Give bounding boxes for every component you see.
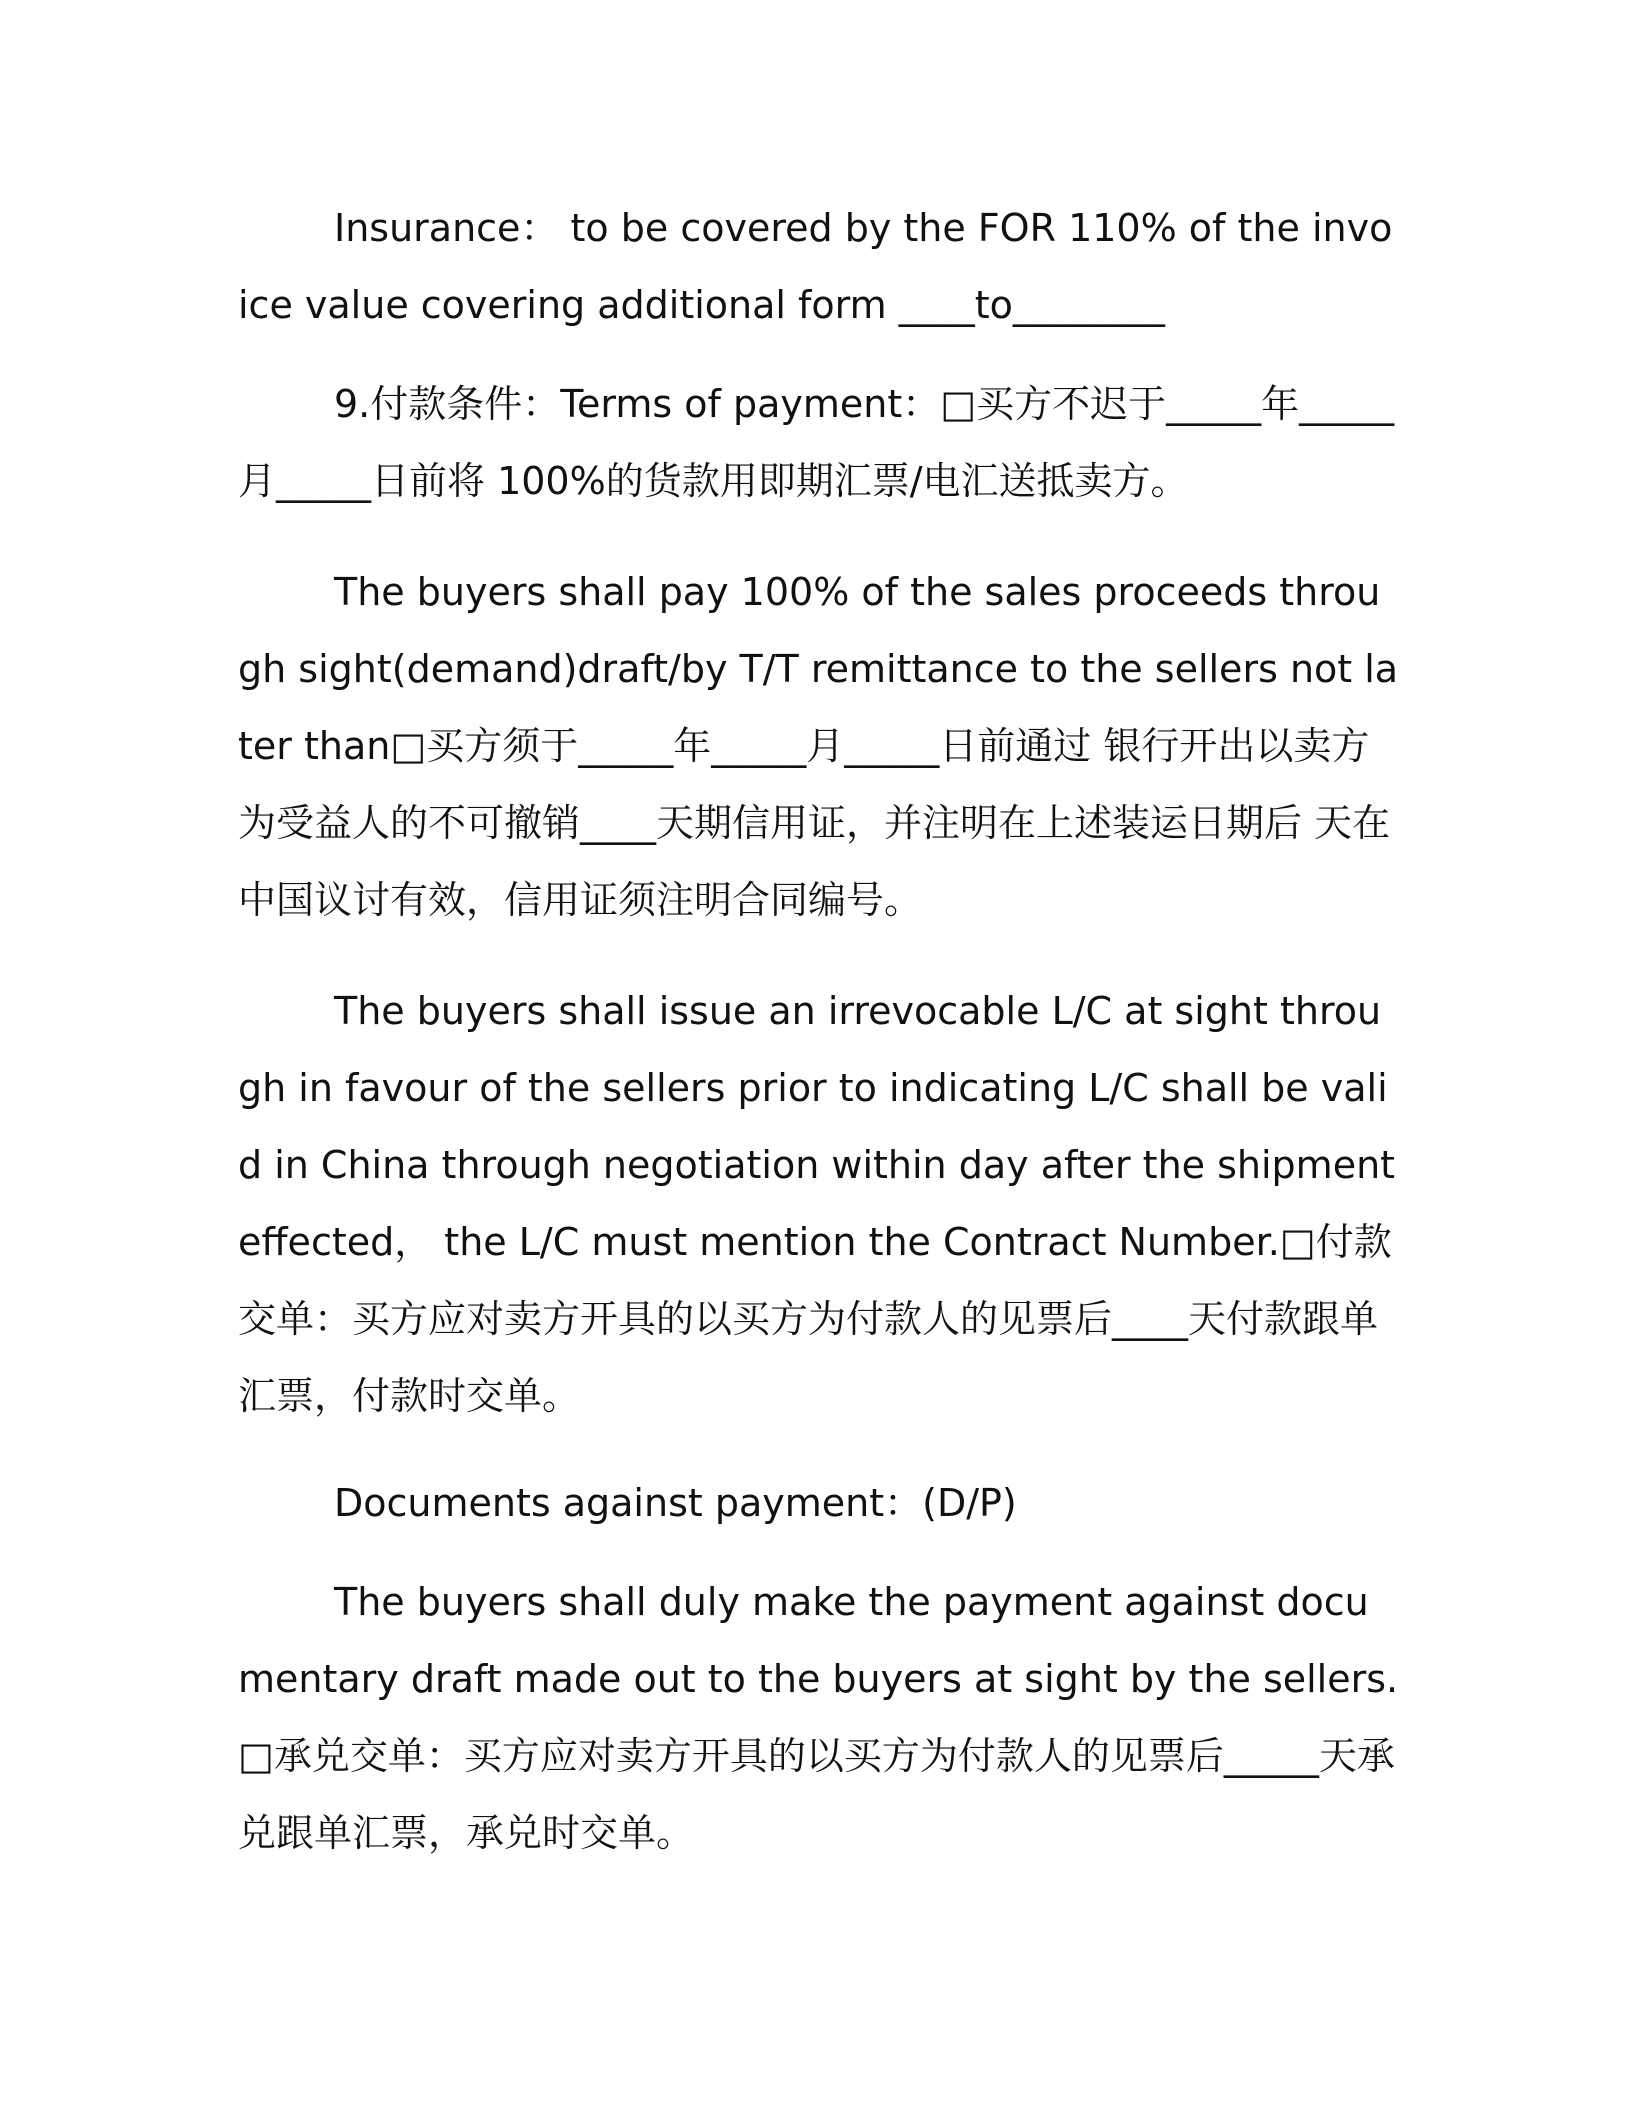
- paragraph-tt-remittance: The buyers shall pay 100% of the sales proceeds through sight(demand)draft/by T/T remittance to the sellers not later than□买方须于_____年_____月_____日前通过 银行开出以卖方为受益人的不可撤销____天期信用证，并注明在上述装运日期后 天在中国议讨有效，信用证须注明合同编号。: [238, 570, 1399, 922]
- paragraph-documents-against-payment: Documents against payment：(D/P): [334, 1481, 1017, 1525]
- paragraph-terms-of-payment: 9.付款条件：Terms of payment：□买方不迟于_____年_____月_____日前将 100%的货款用即期汇票/电汇送抵卖方。: [238, 382, 1395, 503]
- document-body: [238, 190, 1408, 1872]
- paragraph-insurance: Insurance： to be covered by the FOR 110% of the invoice value covering additional form ____to________: [238, 206, 1393, 327]
- paragraph-documentary-draft: The buyers shall duly make the payment against documentary draft made out to the buyers at sight by the sellers.□承兑交单：买方应对卖方开具的以买方为付款人的见票后_____天承兑跟单汇票，承兑时交单。: [238, 1580, 1399, 1855]
- paragraph-letter-of-credit: The buyers shall issue an irrevocable L/C at sight through in favour of the sellers prior to indicating L/C shall be valid in China through negotiation within day after the shipment effected， the L/C must mention the Contract Number.□付款交单：买方应对卖方开具的以买方为付款人的见票后____天付款跟单汇票，付款时交单。: [238, 989, 1408, 1418]
